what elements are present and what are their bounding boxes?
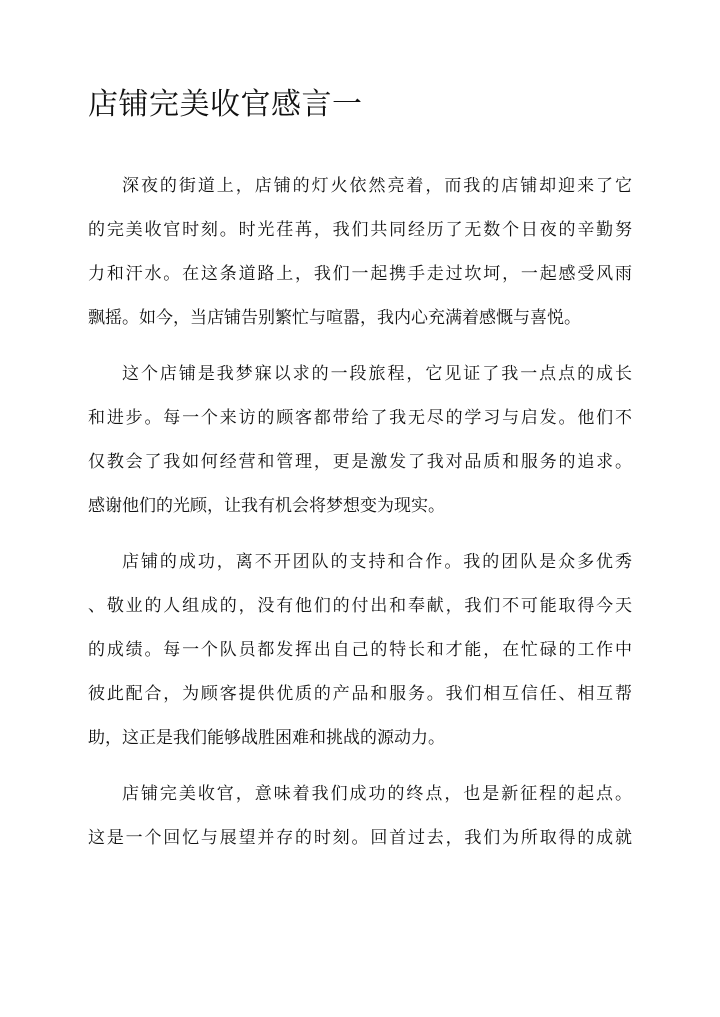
paragraph-3-line-3: 的成绩。每一个队员都发挥出自己的特长和才能，在忙碌的工作中	[88, 640, 632, 660]
paragraph-1-line-1: 深夜的街道上，店铺的灯火依然亮着，而我的店铺却迎来了它	[122, 176, 632, 196]
paragraph-1-line-2: 的完美收官时刻。时光荏苒，我们共同经历了无数个日夜的辛勤努	[88, 220, 632, 240]
paragraph-3-line-5: 助，这正是我们能够战胜困难和挑战的源动力。	[88, 728, 445, 748]
paragraph-4-line-1: 店铺完美收官，意味着我们成功的终点，也是新征程的起点。	[122, 784, 632, 804]
paragraph-1-line-4: 飘摇。如今，当店铺告别繁忙与喧嚣，我内心充满着感慨与喜悦。	[88, 308, 581, 328]
paragraph-2-line-4: 感谢他们的光顾，让我有机会将梦想变为现实。	[88, 496, 445, 516]
paragraph-3-line-2: 、敬业的人组成的，没有他们的付出和奉献，我们不可能取得今天	[88, 596, 632, 616]
paragraph-1-line-3: 力和汗水。在这条道路上，我们一起携手走过坎坷，一起感受风雨	[88, 264, 632, 284]
paragraph-2-line-3: 仅教会了我如何经营和管理，更是激发了我对品质和服务的追求。	[88, 452, 632, 472]
paragraph-3-line-1: 店铺的成功，离不开团队的支持和合作。我的团队是众多优秀	[122, 552, 632, 572]
document-title: 店铺完美收官感言一	[88, 87, 363, 122]
paragraph-2-line-1: 这个店铺是我梦寐以求的一段旅程，它见证了我一点点的成长	[122, 364, 632, 384]
paragraph-2-line-2: 和进步。每一个来访的顾客都带给了我无尽的学习与启发。他们不	[88, 408, 632, 428]
paragraph-4-line-2: 这是一个回忆与展望并存的时刻。回首过去，我们为所取得的成就	[88, 828, 632, 848]
paragraph-3-line-4: 彼此配合，为顾客提供优质的产品和服务。我们相互信任、相互帮	[88, 684, 632, 704]
